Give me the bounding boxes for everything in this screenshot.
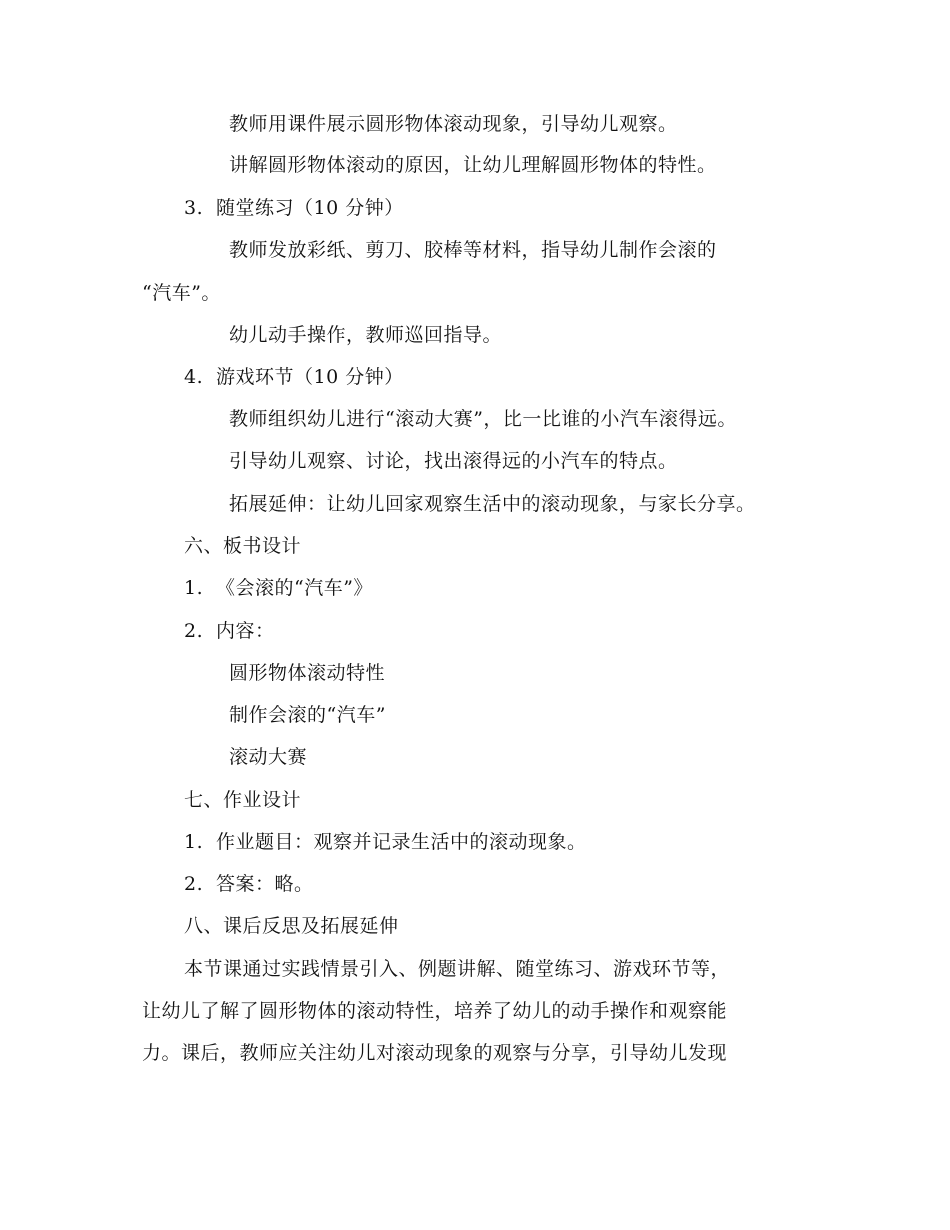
numbered-item (184, 618, 275, 644)
numbered-item (184, 871, 314, 897)
body-text-line: 圆形物体滚动特性 (229, 662, 386, 684)
body-text-line: 教师发放彩纸、剪刀、胶棒等材料，指导幼儿制作会滚的 (229, 239, 717, 261)
body-text-line: 制作会滚的“汽车” (229, 704, 386, 726)
body-text-line: 滚动大赛 (229, 746, 308, 768)
section-heading: 八、课后反思及拓展延伸 (184, 915, 399, 937)
body-text-line: 幼儿动手操作，教师巡回指导。 (229, 324, 503, 346)
paragraph-line: 本节课通过实践情景引入、例题讲解、随堂练习、游戏环节等， (184, 958, 731, 980)
heading-text: 随堂练习（10 分钟） (216, 197, 404, 219)
section-heading: 六、板书设计 (184, 535, 302, 557)
item-text: 作业题目：观察并记录生活中的滚动现象。 (216, 831, 587, 853)
paragraph-line: 让幼儿了解了圆形物体的滚动特性，培养了幼儿的动手操作和观察能 (142, 1000, 728, 1022)
numbered-heading (184, 364, 404, 390)
item-text: 《会滚的“汽车”》 (216, 577, 373, 599)
paragraph-line: 力。课后，教师应关注幼儿对滚动现象的观察与分享，引导幼儿发现 (142, 1042, 728, 1064)
body-text-line: 教师用课件展示圆形物体滚动现象，引导幼儿观察。 (229, 113, 678, 135)
numbered-item (184, 829, 587, 855)
item-text: 答案：略。 (216, 873, 314, 895)
heading-text: 游戏环节（10 分钟） (216, 366, 404, 388)
list-number: 1. (184, 577, 204, 599)
section-heading: 七、作业设计 (184, 789, 302, 811)
list-number: 2. (184, 873, 204, 895)
body-text-line: 教师组织幼儿进行“滚动大赛”，比一比谁的小汽车滚得远。 (229, 408, 737, 430)
numbered-item (184, 575, 373, 601)
list-number: 4. (184, 366, 204, 388)
body-text-line: 拓展延伸：让幼儿回家观察生活中的滚动现象，与家长分享。 (229, 493, 756, 515)
body-text-continuation: “汽车”。 (142, 282, 221, 304)
numbered-heading (184, 195, 404, 221)
body-text-line: 引导幼儿观察、讨论，找出滚得远的小汽车的特点。 (229, 450, 678, 472)
list-number: 2. (184, 620, 204, 642)
list-number: 1. (184, 831, 204, 853)
body-text-line: 讲解圆形物体滚动的原因，让幼儿理解圆形物体的特性。 (229, 154, 717, 176)
item-text: 内容： (216, 620, 275, 642)
list-number: 3. (184, 197, 204, 219)
